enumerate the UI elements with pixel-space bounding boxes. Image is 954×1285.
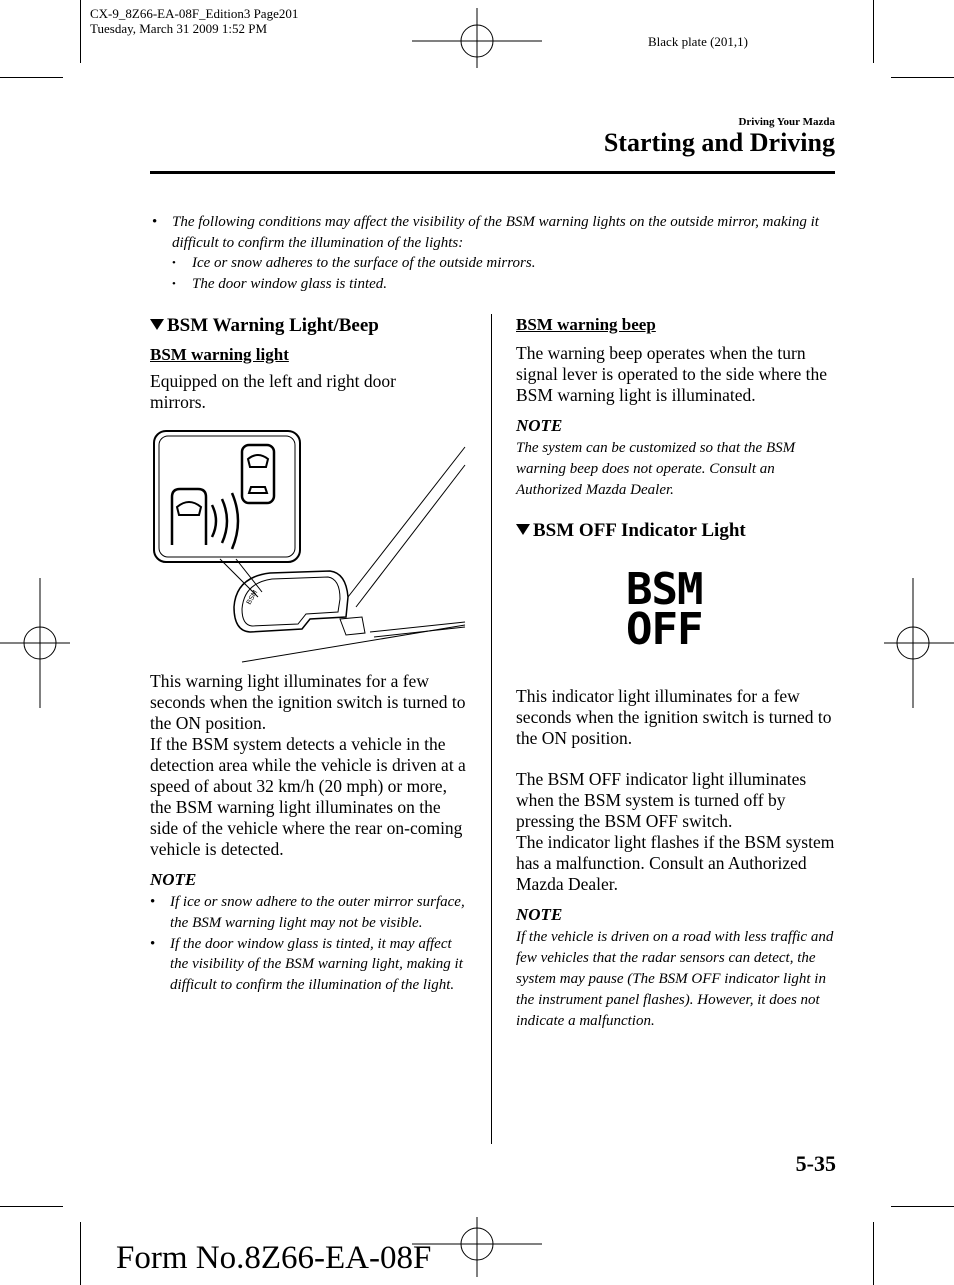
paragraph: The indicator light flashes if the BSM system has a malfunction. Consult an Authorized Mazda Dealer.: [516, 832, 835, 895]
paragraph: This warning light illuminates for a few seconds when the ignition switch is turned to the ON position.: [150, 671, 466, 733]
crop-mark: [80, 1222, 81, 1285]
paragraph: If the BSM system detects a vehicle in the detection area while the vehicle is driven at a speed of about 32 km/h (20 mph) or more, the BSM warning light illuminates on the side of the vehicle where the rear on-coming vehicle is detected.: [150, 734, 466, 859]
page-title: Starting and Driving: [603, 128, 835, 157]
form-number: Form No.8Z66-EA-08F: [116, 1240, 432, 1276]
section-label: Driving Your Mazda: [738, 116, 835, 128]
triangle-icon: [150, 319, 164, 330]
mirror-illustration: [150, 427, 470, 667]
svg-text:BSM: BSM: [245, 589, 260, 606]
black-plate-label: Black plate (201,1): [648, 34, 748, 49]
paragraph: This indicator light illuminates for a few seconds when the ignition switch is turned to the ON position.: [516, 686, 832, 749]
note-item: • If ice or snow adhere to the outer mirror surface, the BSM warning light may not be visible.: [150, 892, 470, 934]
section-heading: [516, 520, 836, 542]
intro-sub-item: • Ice or snow adheres to the surface of the outside mirrors.: [152, 253, 842, 274]
crop-mark: [80, 0, 81, 63]
crop-mark: [0, 1206, 63, 1207]
note-text: If the vehicle is driven on a road with less traffic and few vehicles that the radar sensors can detect, the system may pause (The BSM OFF indicator light in the instrument panel flashes). However, it does not indicate a malfunction.: [516, 929, 834, 1029]
note-text: The system can be customized so that the BSM warning beep does not operate. Consult an Authorized Mazda Dealer.: [516, 440, 796, 498]
header-rule: [150, 171, 835, 174]
paragraph: The BSM OFF indicator light illuminates when the BSM system is turned off by pressing the BSM OFF switch.: [516, 769, 807, 832]
registration-mark-right: [884, 578, 954, 708]
registration-mark-left: [0, 578, 70, 708]
paragraph: Equipped on the left and right door mirrors.: [150, 371, 396, 412]
left-column: [150, 315, 470, 996]
intro-sub-item: • The door window glass is tinted.: [152, 274, 842, 295]
note-title: NOTE: [150, 870, 197, 889]
section-heading-text: BSM Warning Light/Beep: [167, 315, 379, 336]
subheading: BSM warning beep: [516, 315, 656, 334]
print-info-line1: CX-9_8Z66-EA-08F_Edition3 Page201: [90, 6, 299, 21]
triangle-icon: [516, 524, 530, 535]
bsm-off-indicator: [626, 564, 836, 656]
crop-mark: [873, 0, 874, 63]
right-column: [516, 315, 836, 1031]
note-title: NOTE: [516, 905, 563, 925]
print-info-line2: Tuesday, March 31 2009 1:52 PM: [90, 21, 268, 36]
crop-mark: [891, 77, 954, 78]
column-divider: [491, 314, 492, 1144]
indicator-line: OFF: [626, 604, 703, 656]
note-title: NOTE: [516, 416, 563, 435]
section-heading: [150, 315, 470, 337]
paragraph: The warning beep operates when the turn signal lever is operated to the side where the BSM warning light is illuminated.: [516, 343, 828, 405]
note-item: • If the door window glass is tinted, it may affect the visibility of the BSM warning light, making it difficult to confirm the illumination of the light.: [150, 934, 470, 996]
crop-mark: [0, 77, 63, 78]
indicator-line: BSM: [626, 564, 703, 616]
intro-bullet: • The following conditions may affect the visibility of the BSM warning lights on the outside mirror, making it difficult to confirm the illumination of the lights:: [152, 212, 842, 253]
page-number: 5-35: [795, 1151, 836, 1176]
print-info: [90, 6, 298, 36]
section-heading-text: BSM OFF Indicator Light: [533, 520, 746, 542]
crop-mark: [873, 1222, 874, 1285]
subheading: BSM warning light: [150, 345, 289, 364]
registration-mark-bottom: [412, 1217, 542, 1277]
registration-mark-top: [412, 8, 542, 68]
intro-bullets: [152, 212, 842, 294]
crop-mark: [891, 1206, 954, 1207]
